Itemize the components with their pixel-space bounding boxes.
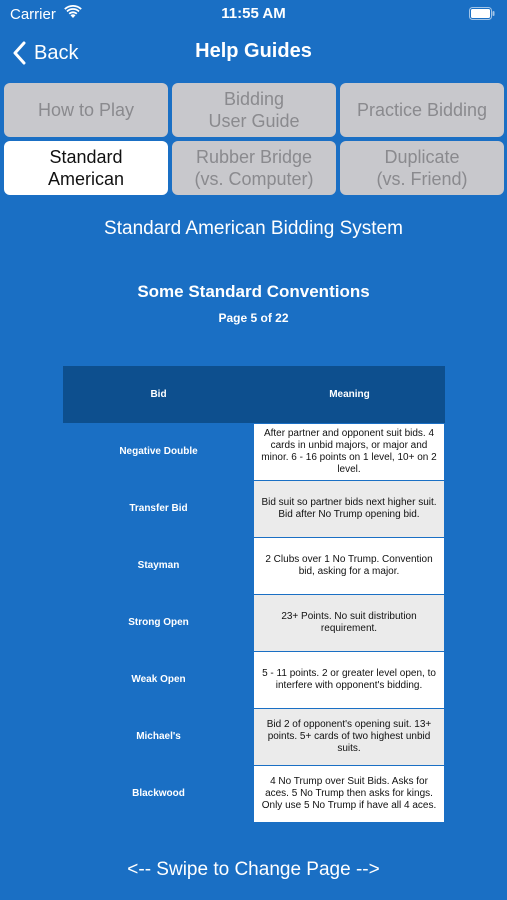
tab-how-to-play[interactable]: How to Play [4,83,168,137]
guide-tabs [4,83,504,195]
row-meaning: 5 - 11 points. 2 or greater level open, to interfere with opponent's bidding. [254,652,444,708]
table-row [63,708,445,765]
row-bid: Negative Double [119,446,198,457]
table-header [63,366,445,423]
row-bid: Transfer Bid [129,503,188,514]
system-title: Standard American Bidding System [104,218,403,239]
row-bid: Strong Open [128,617,189,628]
row-bid: Weak Open [131,674,186,685]
carrier-label: Carrier [10,6,56,23]
swipe-hint: <-- Swipe to Change Page --> [127,859,380,880]
header-bid: Bid [150,389,167,400]
tab-bidding-user-guide[interactable]: Bidding User Guide [172,83,336,137]
row-meaning: Bid suit so partner bids next higher suit. Bid after No Trump opening bid. [254,481,444,537]
status-bar [0,0,507,28]
nav-bar [0,28,507,78]
tab-rubber-bridge[interactable]: Rubber Bridge (vs. Computer) [172,141,336,195]
row-meaning: Bid 2 of opponent's opening suit. 13+ points. 5+ cards of two highest unbid suits. [254,709,444,765]
back-label: Back [34,41,79,64]
row-meaning: 4 No Trump over Suit Bids. Asks for aces. 5 No Trump then asks for kings. Only use 5 No Trump if have all 4 aces. [254,766,444,822]
page-indicator: Page 5 of 22 [218,311,289,325]
row-bid: Michael's [136,731,181,742]
header-meaning: Meaning [329,389,370,400]
tab-duplicate[interactable]: Duplicate (vs. Friend) [340,141,504,195]
conventions-table [63,366,445,824]
battery-icon [469,7,495,20]
section-title: Some Standard Conventions [137,282,370,301]
row-bid: Blackwood [132,788,185,799]
table-row [63,480,445,537]
tab-practice-bidding[interactable]: Practice Bidding [340,83,504,137]
table-row [63,537,445,594]
status-time: 11:55 AM [221,5,286,22]
table-row [63,423,445,480]
row-meaning: After partner and opponent suit bids. 4 cards in unbid majors, or major and minor. 6 - 16 points on 1 level, 10+ on 2 level. [254,424,444,480]
row-meaning: 2 Clubs over 1 No Trump. Convention bid, asking for a major. [254,538,444,594]
table-row [63,594,445,651]
row-meaning: 23+ Points. No suit distribution requirement. [254,595,444,651]
tab-standard-american[interactable]: Standard American [4,141,168,195]
table-body [63,423,445,822]
row-bid: Stayman [137,560,180,571]
page-title: Help Guides [195,40,312,62]
table-row [63,651,445,708]
table-row [63,765,445,822]
